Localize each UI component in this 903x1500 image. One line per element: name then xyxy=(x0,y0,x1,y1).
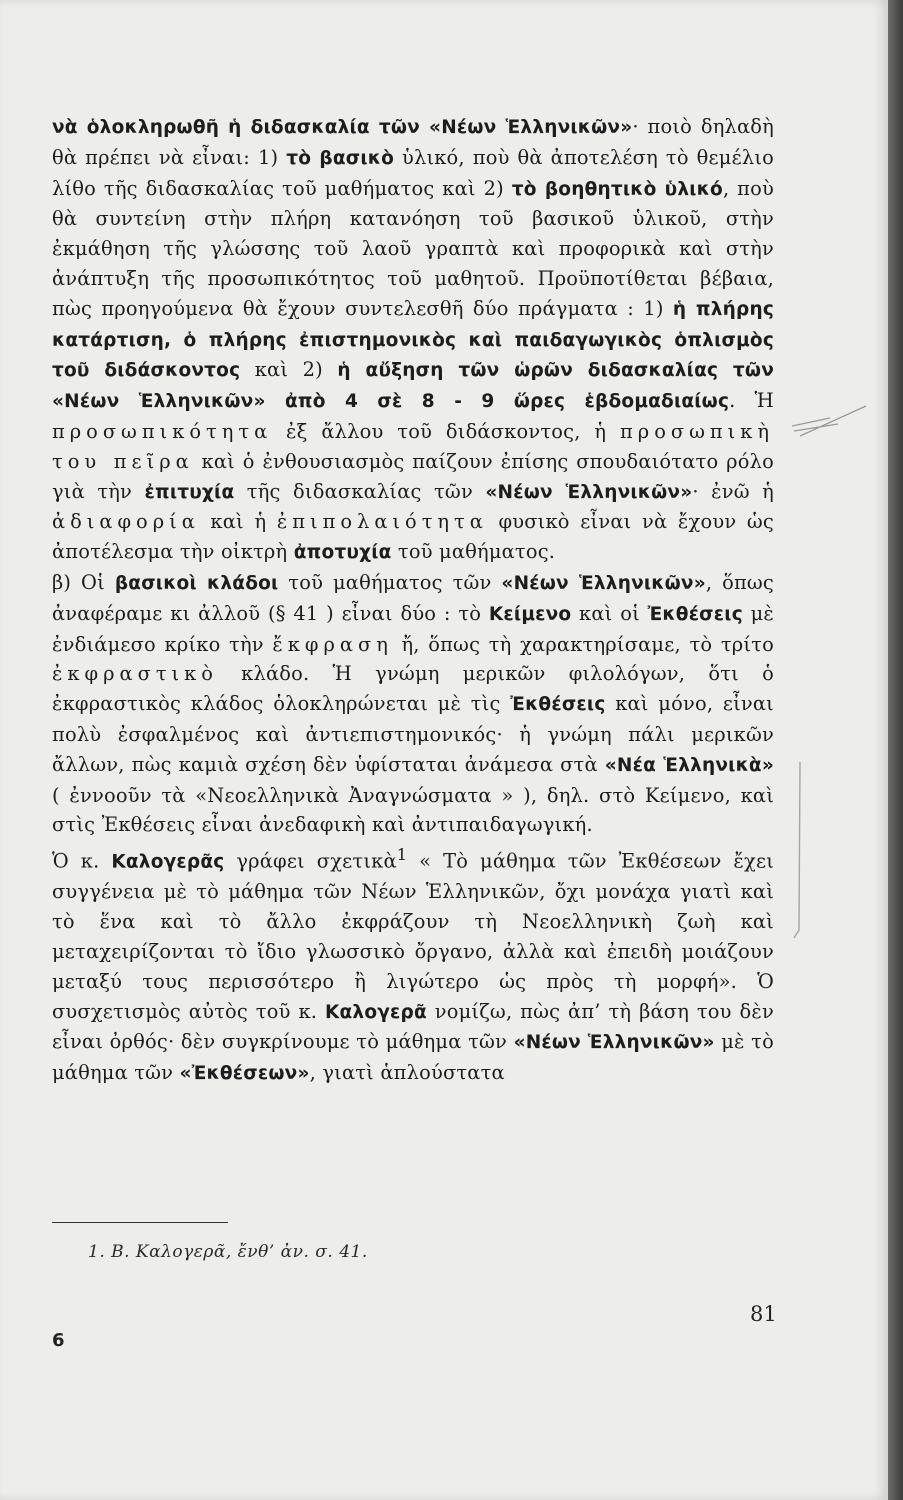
bold-run: «Νέων Ἑλληνικῶν» xyxy=(485,481,693,503)
body-text xyxy=(52,112,774,1089)
text-run: τοῦ μαθήματος τῶν xyxy=(278,570,502,594)
text-run: · ἐνῶ ἡ xyxy=(692,479,775,503)
text-run: ὑλικό, ποὺ θὰ ἀποτελέση τὸ θεμέλιο λίθο τῆς διδασκαλίας τοῦ μαθήματος καὶ 2) xyxy=(52,145,774,200)
spaced-run: ἀδιαφορία xyxy=(52,510,200,534)
spaced-run: προσωπικότητα xyxy=(52,419,273,443)
bold-run: βασικοὶ κλάδοι xyxy=(114,572,279,594)
text-run: Ὁ κ. xyxy=(52,849,112,873)
pencil-margin-line xyxy=(788,760,808,940)
bold-run: νὰ ὁλοκληρωθῆ ἡ διδασκαλία τῶν «Νέων Ἑλληνικῶν» xyxy=(52,117,633,138)
spaced-run: ἐπιπολαιότητα xyxy=(276,510,488,534)
text-run: ἤ, ὅπως τὴ χαρακτηρίσαμε, τὸ τρίτο xyxy=(392,632,774,656)
bold-run: Κείμενο xyxy=(488,603,572,625)
signature-mark: 6 xyxy=(52,1330,65,1351)
text-run: β) Οἱ xyxy=(52,570,115,594)
text-run: μὲ ἐνδιάμεσο κρίκο τὴν xyxy=(52,601,774,656)
bold-run: «Νέων Ἑλληνικῶν» xyxy=(513,1032,715,1054)
bold-run: ἐπιτυχία xyxy=(144,481,235,503)
spaced-run: ἐκφραστικὸ xyxy=(52,662,218,686)
paragraph-2 xyxy=(52,568,774,840)
text-run: νομίζω, πὼς ἀπ’ τὴ βάση του δὲν εἶναι ὀρθός· δὲν συγκρίνουμε τὸ μάθημα τῶν xyxy=(52,999,774,1054)
text-run: ( ἐννοοῦν τὰ «Νεοελληνικὰ Ἀναγνώσματα » ), δηλ. στὸ Κείμενο, καὶ στὶς Ἐκθέσεις εἶναι ἀνεδαφικὴ καὶ ἀντιπαιδαγωγική. xyxy=(52,783,774,837)
footnote-ref: 1 xyxy=(396,845,408,865)
text-run: ἐξ ἄλλου τοῦ διδάσκοντος, ἡ xyxy=(272,419,621,443)
text-run: τοῦ μαθήματος. xyxy=(391,540,556,564)
bold-run: τὸ βοηθητικὸ ὑλικό xyxy=(511,178,723,200)
page-edge xyxy=(888,0,903,1500)
bold-run: «Νέων Ἑλληνικῶν» xyxy=(501,572,706,594)
text-run: καὶ μόνο, εἶναι πολὺ ἐσφαλμένος καὶ ἀντιεπιστημονικός· ἡ γνώμη πάλι μερικῶν ἄλλων, πὼς καμιὰ σχέση δὲν ὑφίσταται ἀνάμεσα στὰ xyxy=(52,692,774,776)
bold-run: Ἐκθέσεις xyxy=(510,694,606,716)
paragraph-1 xyxy=(52,112,774,568)
spaced-run: ἔκφραση xyxy=(272,632,393,656)
page-number: 81 xyxy=(750,1302,777,1326)
text-run: , γιατὶ ἁπλούστατα xyxy=(309,1061,505,1085)
bold-run: «Ἐκθέσεων» xyxy=(179,1063,310,1085)
text-run: καὶ οἱ xyxy=(571,601,648,625)
text-run: καὶ 2) xyxy=(240,358,338,382)
text-run: κλάδο. Ἡ γνώμη μερικῶν φιλολόγων, ὅτι ὁ ἐκφραστικὸς κλάδος ὁλοκληρώνεται μὲ τὶς xyxy=(52,662,774,716)
spaced-run: προσωπικὴ του πεῖρα xyxy=(52,419,774,473)
text-run: , ὅπως ἀναφέραμε κι ἀλλοῦ (§ 41 ) εἶναι δύο : τὸ xyxy=(52,570,774,625)
bold-run: Καλογερᾶς xyxy=(111,851,225,873)
bold-run: ἀποτυχία xyxy=(293,542,392,564)
footnote-rule xyxy=(52,1222,228,1223)
text-run: καὶ ὁ ἐνθουσιασμὸς παίζουν ἐπίσης σπουδαιότατο ρόλο γιὰ τὴν xyxy=(52,449,774,503)
text-run: , ποὺ θὰ συντείνη στὴν πλήρη κατανόηση τοῦ βασικοῦ ὑλικοῦ, στὴν ἐκμάθηση τῆς γλώσσης τοῦ λαοῦ γραπτὰ καὶ προφορικὰ καὶ στὴν ἀνάπτυξη τῆς προσωπικότητος τοῦ μαθητοῦ. Προϋποτίθεται βέβαια, πὼς προηγούμενα θὰ ἔχουν συντελεσθῆ δύο πράγματα : 1) xyxy=(52,176,774,320)
text-run: · ποιὸ δηλαδὴ θὰ πρέπει νὰ εἶναι: 1) xyxy=(52,115,774,169)
text-run: μὲ τὸ μάθημα τῶν xyxy=(52,1030,774,1085)
bold-run: τὸ βασικὸ xyxy=(286,147,394,169)
bold-run: «Νέα Ἑλληνικὰ» xyxy=(604,754,774,776)
text-run: τῆς διδασκαλίας τῶν xyxy=(234,479,486,503)
footnote: 1. Β. Καλογερᾶ, ἔνθ’ ἀν. σ. 41. xyxy=(88,1242,368,1262)
bold-run: ἡ αὔξηση τῶν ὡρῶν διδασκαλίας τῶν «Νέων Ἑλληνικῶν» ἀπὸ 4 σὲ 8 - 9 ὥρες ἑβδομαδιαίως xyxy=(52,360,774,413)
pencil-mark xyxy=(790,398,870,438)
bold-run: Ἐκθέσεις xyxy=(647,603,743,625)
text-run: φυσικὸ εἶναι νὰ ἔχουν ὡς ἀποτέλεσμα τὴν οἰκτρὴ xyxy=(52,510,774,564)
bold-run: ἡ πλήρης κατάρτιση, ὁ πλήρης ἐπιστημονικὸς καὶ παιδαγωγικὸς ὁπλισμὸς τοῦ διδάσκοντος xyxy=(52,298,774,382)
bold-run: Καλογερᾶ xyxy=(324,1001,427,1023)
text-run: « Τὸ μάθημα τῶν Ἐκθέσεων ἔχει συγγένεια μὲ τὸ μάθημα τῶν Νέων Ἑλληνικῶν, ὄχι μονάχα γιατὶ καὶ τὸ ἕνα καὶ τὸ ἄλλο ἐκφράζουν τὴ Νεοελληνικὴ ζωὴ καὶ μεταχειρίζονται τὸ ἴδιο γλωσσικὸ ὄργανο, ἀλλὰ καὶ ἐπειδὴ μοιάζουν μεταξύ τους περισσότερο ἢ λιγώτερο ὡς πρὸς τὴ μορφή». Ὁ συσχετισμὸς αὐτὸς τοῦ κ. xyxy=(52,849,774,1023)
text-run: γράφει σχετικὰ xyxy=(224,849,397,873)
text-run: . Ἡ xyxy=(729,389,774,413)
text-run: καὶ ἡ xyxy=(199,510,277,534)
paragraph-3 xyxy=(52,840,774,1089)
